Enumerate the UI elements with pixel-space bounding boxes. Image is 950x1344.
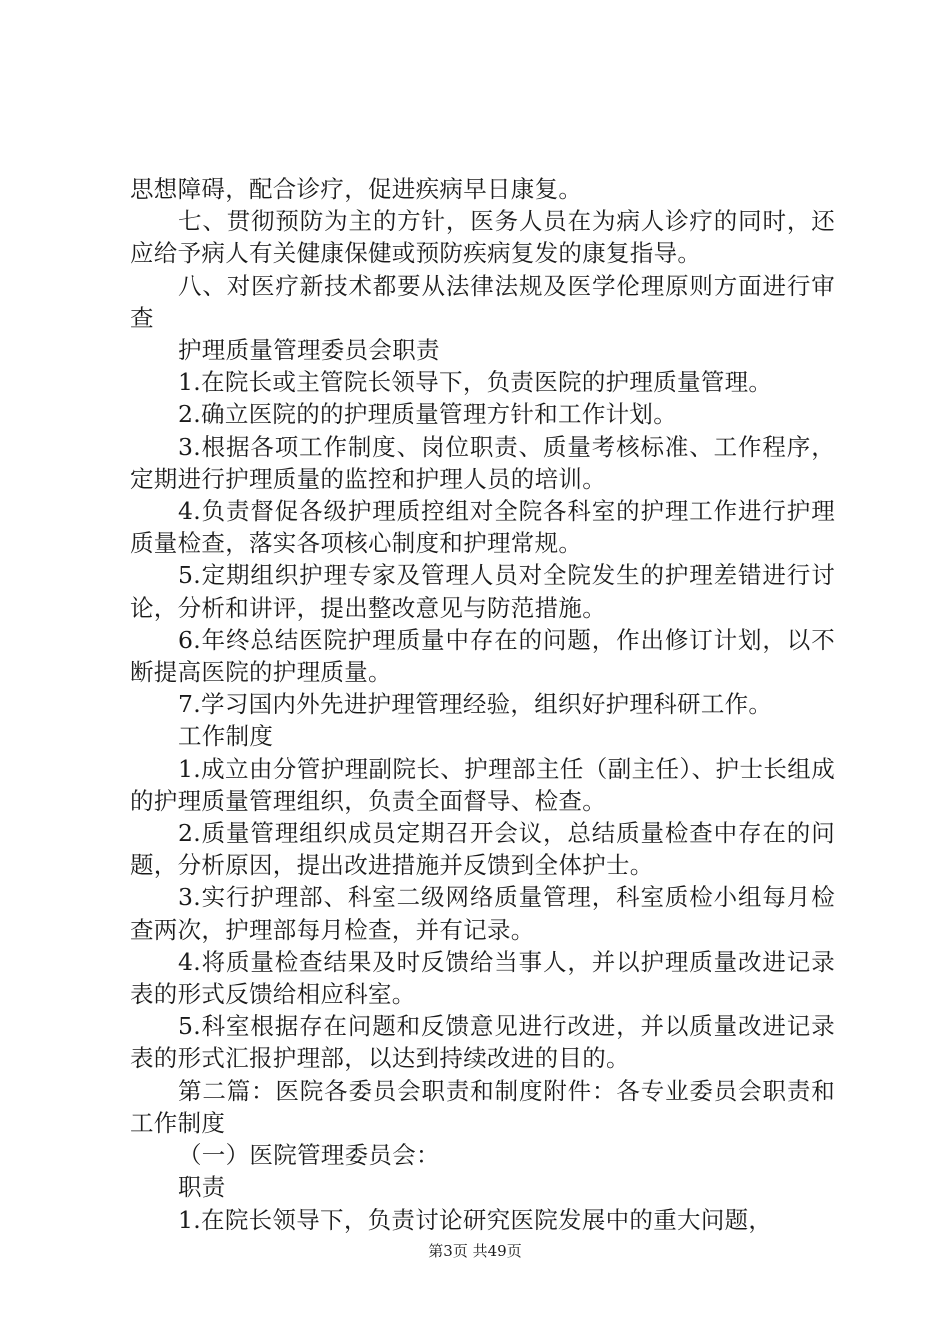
document-paragraph: （一）医院管理委员会： xyxy=(178,1141,440,1170)
document-paragraph: 1.在院长领导下，负责讨论研究医院发展中的重大问题， xyxy=(178,1205,773,1234)
document-paragraph: 3.根据各项工作制度、岗位职责、质量考核标准、工作程序，定期进行护理质量的监控和护理人员的培训。 xyxy=(130,432,835,493)
document-paragraph: 思想障碍，配合诊疗，促进疾病早日康复。 xyxy=(130,175,583,203)
document-paragraph: 第二篇：医院各委员会职责和制度附件：各专业委员会职责和工作制度 xyxy=(130,1076,835,1137)
document-paragraph: 1.成立由分管护理副院长、护理部主任（副主任）、护士长组成的护理质量管理组织，负责全面督导、检查。 xyxy=(130,754,835,815)
document-body xyxy=(130,173,835,1236)
document-paragraph: 4.将质量检查结果及时反馈给当事人，并以护理质量改进记录表的形式反馈给相应科室。 xyxy=(130,947,835,1009)
document-paragraph: 2.质量管理组织成员定期召开会议，总结质量检查中存在的问题，分析原因，提出改进措施并反馈到全体护士。 xyxy=(130,819,835,880)
document-paragraph: 职责 xyxy=(178,1173,226,1202)
document-paragraph: 七、贯彻预防为主的方针，医务人员在为病人诊疗的同时，还应给予病人有关健康保健或预防疾病复发的康复指导。 xyxy=(130,207,835,268)
document-paragraph: 7.学习国内外先进护理管理经验，组织好护理科研工作。 xyxy=(178,690,773,719)
document-paragraph: 5.科室根据存在问题和反馈意见进行改进，并以质量改进记录表的形式汇报护理部，以达到持续改进的目的。 xyxy=(130,1012,835,1073)
page-footer: 第3页 共49页 xyxy=(428,1242,522,1260)
document-paragraph: 工作制度 xyxy=(178,722,274,751)
document-paragraph: 2.确立医院的的护理质量管理方针和工作计划。 xyxy=(178,400,678,429)
document-paragraph: 5.定期组织护理专家及管理人员对全院发生的护理差错进行讨论，分析和讲评，提出整改意见与防范措施。 xyxy=(130,561,835,622)
document-paragraph: 4.负责督促各级护理质控组对全院各科室的护理工作进行护理质量检查，落实各项核心制度和护理常规。 xyxy=(130,497,835,558)
document-paragraph: 护理质量管理委员会职责 xyxy=(178,336,440,365)
document-paragraph: 1.在院长或主管院长领导下，负责医院的护理质量管理。 xyxy=(178,368,773,397)
document-paragraph: 八、对医疗新技术都要从法律法规及医学伦理原则方面进行审查 xyxy=(130,271,835,332)
document-paragraph: 6.年终总结医院护理质量中存在的问题，作出修订计划，以不断提高医院的护理质量。 xyxy=(130,625,835,687)
document-paragraph: 3.实行护理部、科室二级网络质量管理，科室质检小组每月检查两次，护理部每月检查，并有记录。 xyxy=(130,883,835,944)
